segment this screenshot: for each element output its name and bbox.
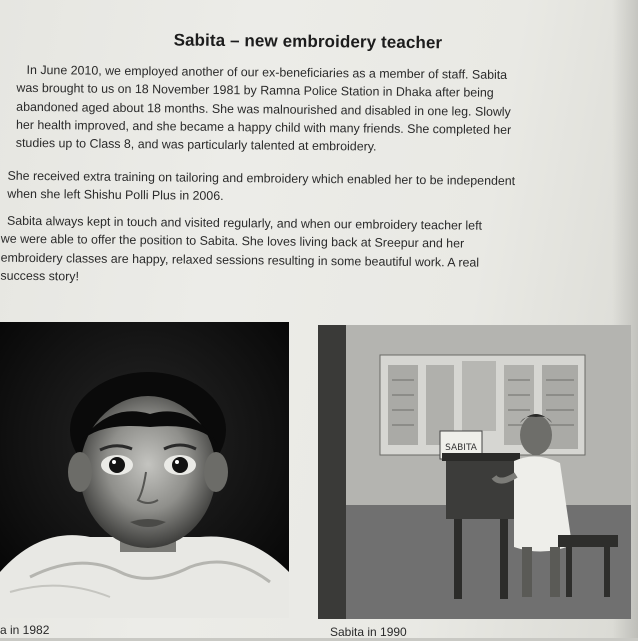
paragraph-line: studies up to Class 8, and was particularly talented at embroidery. [15,135,377,154]
paragraph-line: In June 2010, we employed another of our ex-beneficiaries as a member of staff. Sabita [26,62,508,82]
caption-left-photo: a in 1982 [0,623,50,637]
paragraph-line: Sabita always kept in touch and visited regularly, and when our embroidery teacher left [6,213,483,233]
paragraph-line: success story! [0,268,80,284]
paragraph-line: her health improved, and she became a happy child with many friends. She completed her [15,117,512,137]
photo-sabita-1990 [318,325,631,619]
photo-child-1982 [0,322,289,618]
paragraph-line: She received extra training on tailoring and embroidery which enabled her to be independent [7,168,516,189]
paragraph-training [7,167,609,210]
paragraph-line: we were able to offer the position to Sabita. She loves living back at Sreepur and her [0,231,465,251]
paragraph-line: was brought to us on 18 November 1981 by Ramna Police Station in Dhaka after being [16,81,494,101]
wall-sign-text: SABITA [445,443,477,453]
paragraph-intro [16,61,611,159]
child-portrait-image [0,322,289,618]
paragraph-line: abandoned aged about 18 months. She was malnourished and disabled in one leg. Slowly [16,99,511,119]
paragraph-line: when she left Shishu Polli Plus in 2006. [7,187,224,204]
caption-right-photo: Sabita in 1990 [330,625,407,639]
paragraph-line: embroidery classes are happy, relaxed sessions resulting in some beautiful work. A real [0,250,480,270]
paragraph-success [0,212,613,292]
article-title: Sabita – new embroidery teacher [173,30,443,53]
classroom-photo-image [318,325,631,619]
